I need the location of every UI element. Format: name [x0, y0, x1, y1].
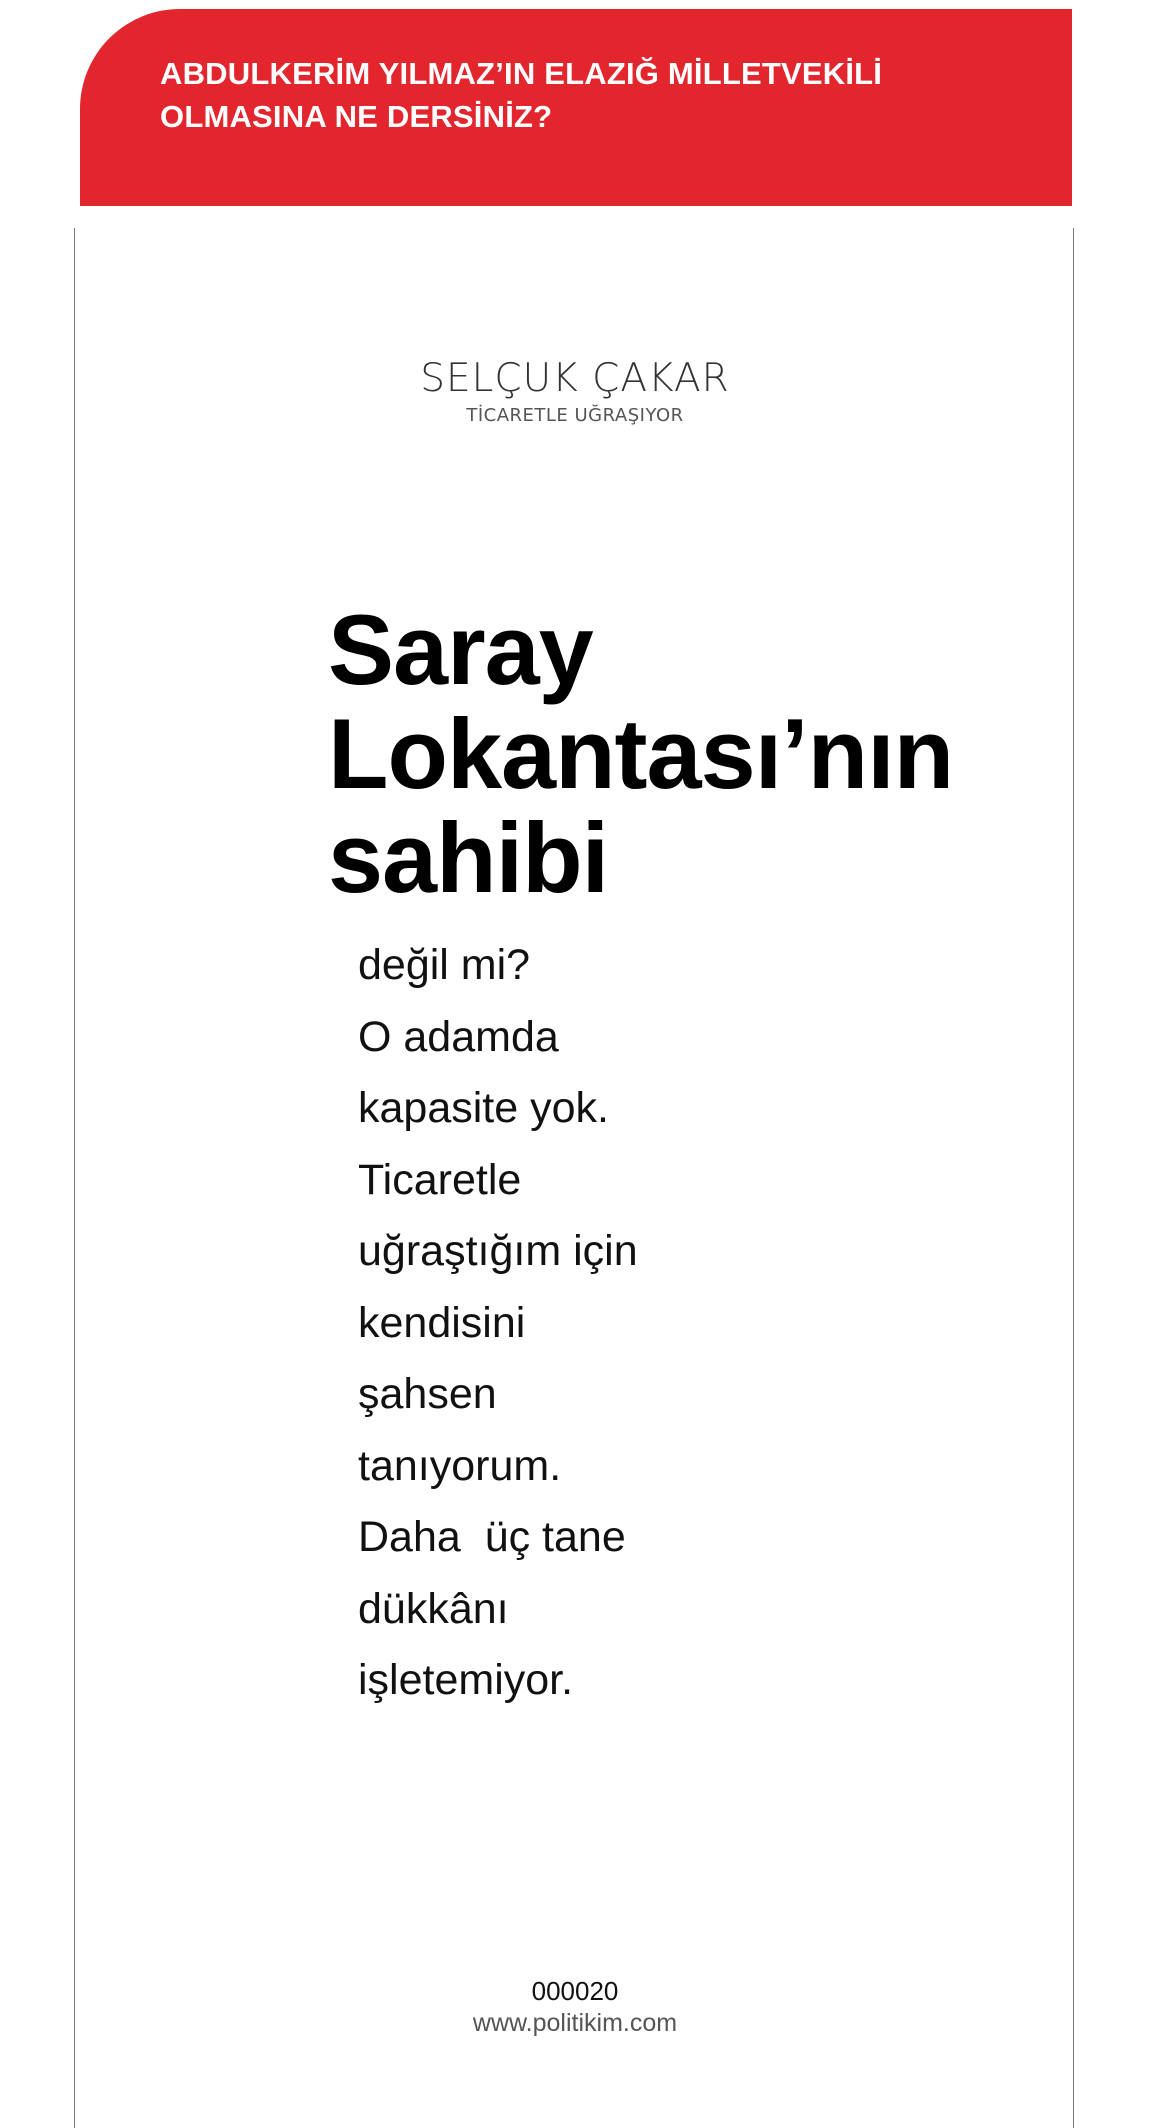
headline-line: sahibi	[328, 802, 609, 913]
quote-line: O adamda	[358, 1012, 559, 1061]
footer	[0, 1975, 1150, 2039]
page-number: 000020	[531, 1976, 619, 2006]
quote-line: işletemiyor.	[358, 1656, 574, 1704]
headline-line: Lokantası’nın	[328, 698, 954, 809]
quote-line: kendisini	[358, 1298, 526, 1347]
quote-line: uğraştığım için	[358, 1227, 638, 1275]
quote-line: kapasite yok.	[358, 1084, 609, 1132]
author-role: TİCARETLE UĞRAŞIYOR	[466, 404, 684, 426]
author-name: SELÇUK ÇAKAR	[420, 356, 730, 401]
quote-line: Ticaretle	[358, 1155, 522, 1204]
header-question	[80, 52, 1040, 138]
website-link[interactable]: www.politikim.com	[472, 2009, 678, 2037]
headline	[328, 594, 954, 913]
quote-body	[358, 930, 638, 1717]
quote-line: şahsen	[358, 1370, 497, 1418]
header-question-line-2: OLMASINA NE DERSİNİZ?	[160, 99, 553, 134]
quote-line: tanıyorum.	[358, 1441, 562, 1490]
quote-line: dükkânı	[358, 1584, 509, 1633]
author-block	[0, 358, 1150, 426]
quote-line: Daha üç tane	[358, 1513, 626, 1561]
quote-line: değil mi?	[358, 941, 531, 989]
headline-line: Saray	[328, 594, 593, 705]
header-question-line-1: ABDULKERİM YILMAZ’IN ELAZIĞ MİLLETVEKİLİ	[160, 56, 883, 91]
